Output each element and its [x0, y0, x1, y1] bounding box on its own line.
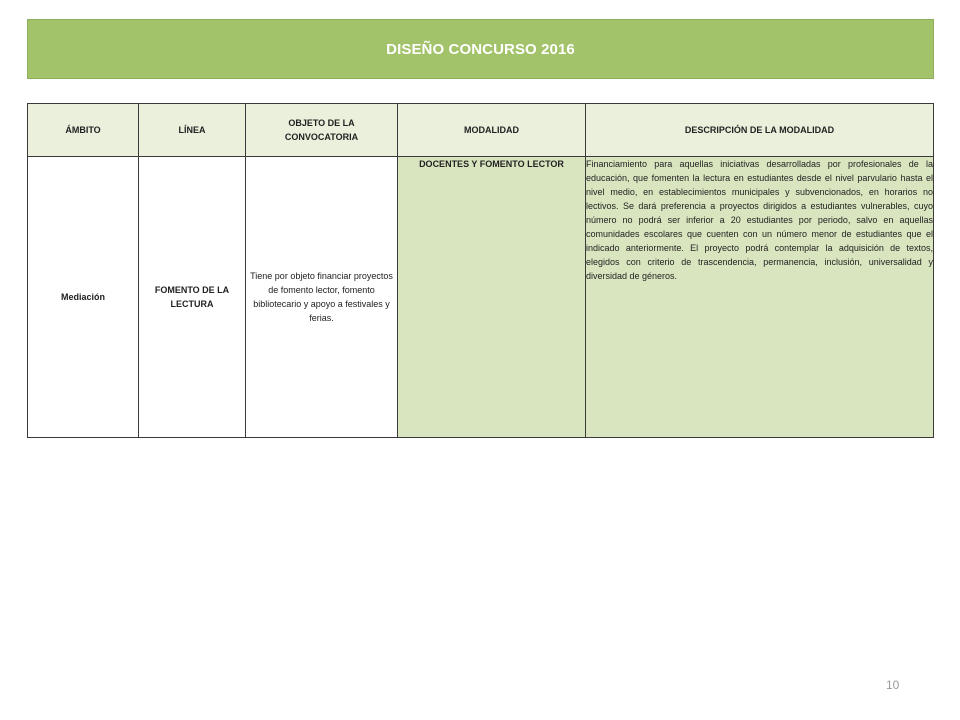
cell-ambito: Mediación [28, 157, 139, 438]
page-number: 10 [886, 678, 900, 692]
cell-linea: FOMENTO DE LA LECTURA [139, 157, 246, 438]
title-banner [27, 19, 934, 79]
table-row [28, 157, 934, 438]
slide-title: DISEÑO CONCURSO 2016 [386, 40, 575, 58]
table-header-row [28, 104, 934, 157]
header-linea: LÍNEA [139, 104, 246, 157]
header-ambito: ÁMBITO [28, 104, 139, 157]
header-descripcion: DESCRIPCIÓN DE LA MODALIDAD [586, 104, 934, 157]
cell-descripcion: Financiamiento para aquellas iniciativas desarrolladas por profesionales de la educación, que fomenten la lectura en estudiantes desde el nivel parvulario hasta el nivel medio, en establecimientos municipales y subvencionados, en horarios no lectivos. Se dará preferencia a proyectos dirigidos a estudiantes vulnerables, cuyo número no podrá ser inferior a 20 estudiantes por periodo, salvo en aquellas comunidades escolares que cuenten con un número menor de estudiantes que el indicado anteriormente. El proyecto podrá contemplar la adquisición de textos, elegidos con criterio de trascendencia, permanencia, inclusión, universalidad y diversidad de géneros. [586, 157, 934, 438]
contest-design-table [27, 103, 934, 438]
cell-objeto: Tiene por objeto financiar proyectos de fomento lector, fomento bibliotecario y apoyo a festivales y ferias. [246, 157, 398, 438]
header-objeto: OBJETO DE LA CONVOCATORIA [246, 104, 398, 157]
header-modalidad: MODALIDAD [398, 104, 586, 157]
cell-modalidad: DOCENTES Y FOMENTO LECTOR [398, 157, 586, 438]
